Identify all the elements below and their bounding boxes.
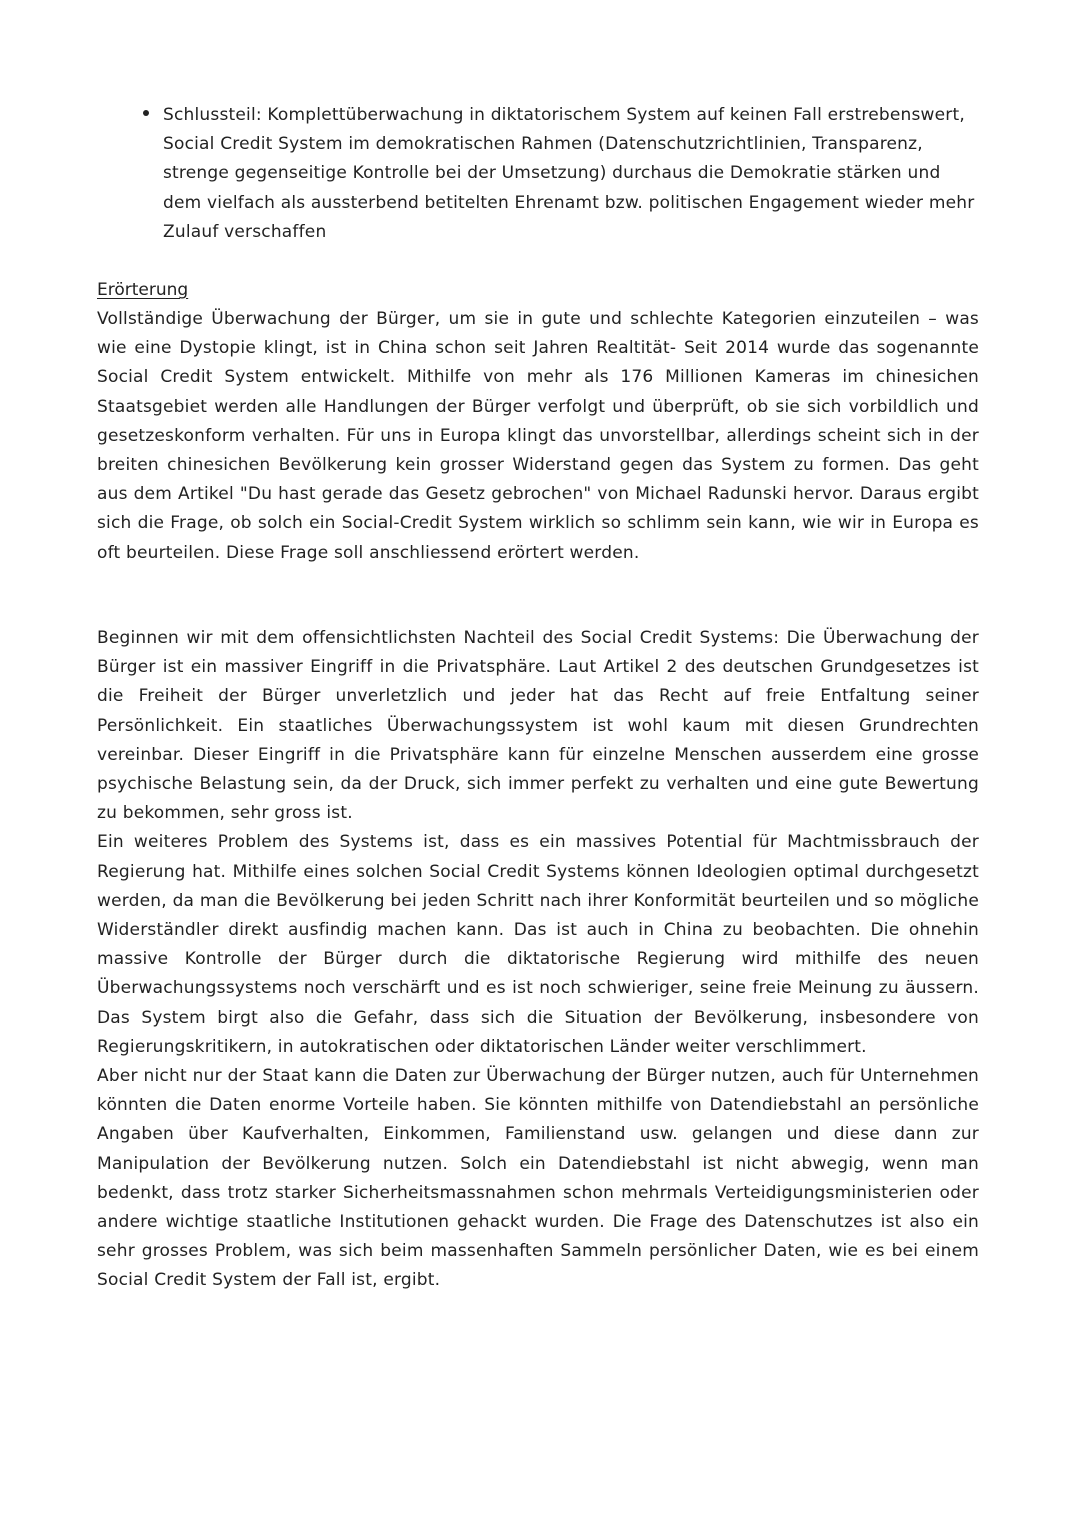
paragraph-data-protection: Aber nicht nur der Staat kann die Daten zur Überwachung der Bürger nutzen, auch für Unternehmen könnten die Daten enorme Vorteile haben. Sie könnten mithilfe von Datendiebstahl an persönliche Angaben über Kaufverhalten, Einkommen, Familienstand usw. gelangen und diese dann zur Manipulation der Bevölkerung nutzen. Solch ein Datendiebstahl ist nicht abwegig, wenn man bedenkt, dass trotz starker Sicherheitsmassnahmen schon mehrmals Verteidigungsministerien oder andere wichtige staatliche Institutionen gehackt wurden. Die Frage des Datenschutzes ist also ein sehr grosses Problem, was sich beim massenhaften Sammeln persönlicher Daten, wie es bei einem Social Credit System der Fall ist, ergibt. <box>97 1066 979 1291</box>
paragraph-privacy: Beginnen wir mit dem offensichtlichsten Nachteil des Social Credit Systems: Die Überwachung der Bürger ist ein massiver Eingriff in die Privatsphäre. Laut Artikel 2 des deutschen Grundgesetzes ist die Freiheit der Bürger unverletzlich und jeder hat das Recht auf freie Entfaltung seiner Persönlichkeit. Ein staatliches Überwachungssystem ist wohl kaum mit diesen Grundrechten vereinbar. Dieser Eingriff in die Privatsphäre kann für einzelne Menschen ausserdem eine grosse psychische Belastung sein, da der Druck, sich immer perfekt zu verhalten und eine gute Bewertung zu bekommen, sehr gross ist. <box>97 628 979 824</box>
conclusion-bullet-text: Schlussteil: Komplettüberwachung in diktatorischem System auf keinen Fall erstrebenswert, Social Credit System im demokratischen Rahmen (Datenschutzrichtlinien, Transparenz, strenge gegenseitige Kontrolle bei der Umsetzung) durchaus die Demokratie stärken und dem vielfach als aussterbend betitelten Ehrenamt bzw. politischen Engagement wieder mehr Zulauf verschaffen <box>163 105 975 242</box>
bullet-icon <box>143 110 149 116</box>
paragraph-power-abuse: Ein weiteres Problem des Systems ist, dass es ein massives Potential für Machtmissbrauch der Regierung hat. Mithilfe eines solchen Social Credit Systems können Ideologien optimal durchgesetzt werden, da man die Bevölkerung bei jeden Schritt nach ihrer Konformität beurteilen und so mögliche Widerständler direkt ausfindig machen kann. Das ist auch in China zu beobachten. Die ohnehin massive Kontrolle der Bürger durch die diktatorische Regierung wird mithilfe des neuen Überwachungssystems noch verschärft und es ist noch schwieriger, seine freie Meinung zu äussern. Das System birgt also die Gefahr, dass sich die Situation der Bevölkerung, insbesondere von Regierungskritikern, in autokratischen oder diktatorischen Länder weiter verschlimmert. <box>97 832 979 1057</box>
intro-paragraph: Vollständige Überwachung der Bürger, um sie in gute und schlechte Kategorien einzuteilen – was wie eine Dystopie klingt, ist in China schon seit Jahren Realtität- Seit 2014 wurde das sogenannte Social Credit System entwickelt. Mithilfe von mehr als 176 Millionen Kameras im chinesichen Staatsgebiet werden alle Handlungen der Bürger verfolgt und überprüft, ob sie sich vorbildlich und gesetzeskonform verhalten. Für uns in Europa klingt das unvorstellbar, allerdings scheint sich in der breiten chinesichen Bevölkerung kein grosser Widerstand gegen das System zu formen. Das geht aus dem Artikel "Du hast gerade das Gesetz gebrochen" von Michael Radunski hervor. Daraus ergibt sich die Frage, ob solch ein Social-Credit System wirklich so schlimm sein kann, wie wir in Europa es oft beurteilen. Diese Frage soll anschliessend erörtert werden. <box>97 309 979 563</box>
section-heading: Erörterung <box>97 280 189 300</box>
intro-paragraph-block <box>97 305 979 568</box>
argument-paragraphs <box>97 624 979 1296</box>
